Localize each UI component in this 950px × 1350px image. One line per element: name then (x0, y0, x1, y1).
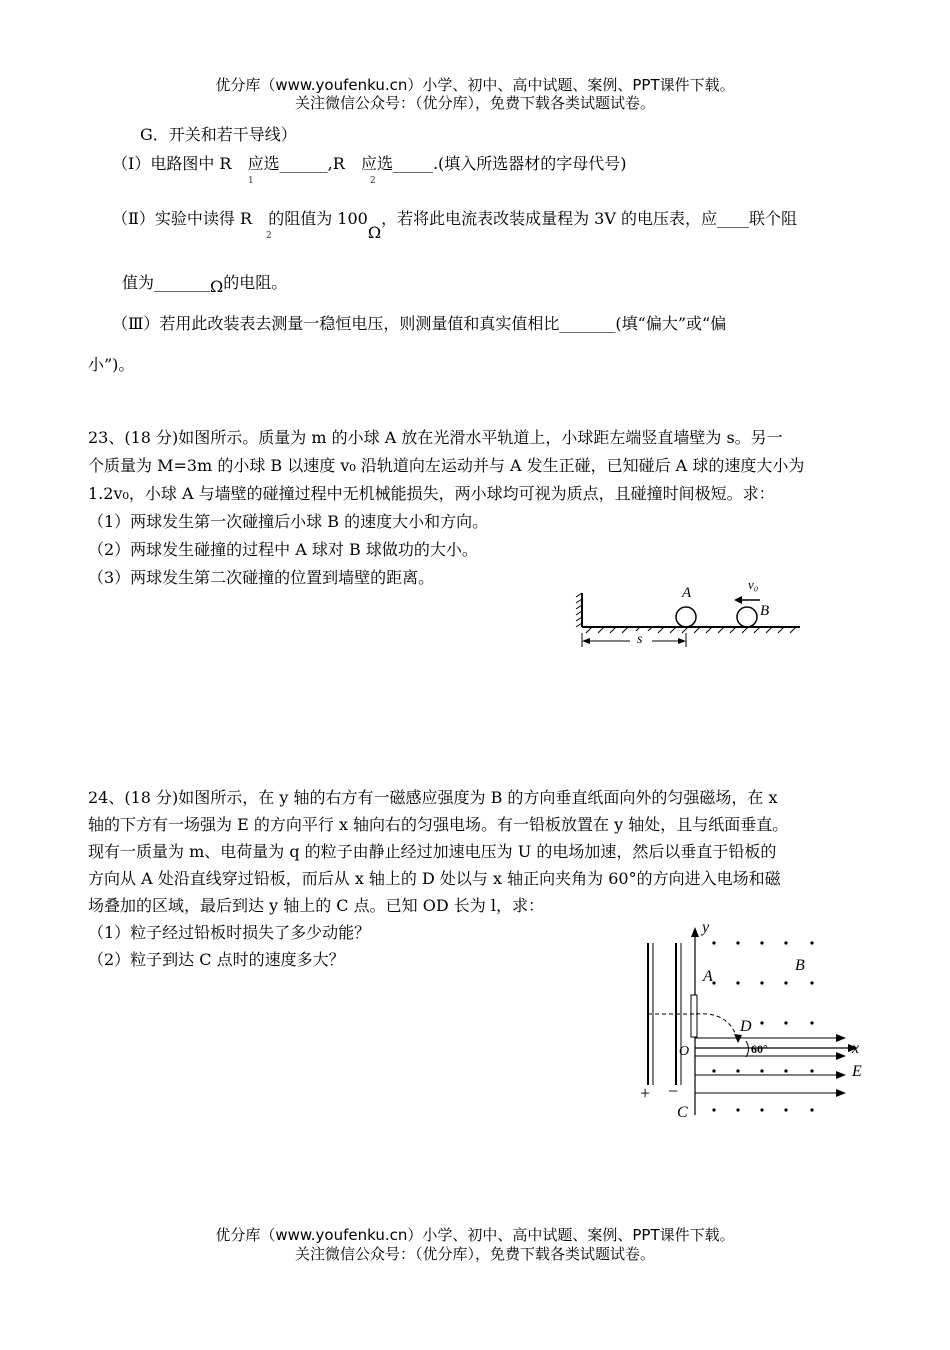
q22-sub-3: 2 (266, 231, 272, 241)
q23-question-2: （2）两球发生碰撞的过程中 A 球对 B 球做功的大小。 (88, 540, 478, 559)
q22-part-1-c: 应选_____.(填入所选器材的字母代号) (355, 154, 627, 173)
q24-text-2: 轴的下方有一场强为 E 的方向平行 x 轴向右的匀强电场。有一铅板放置在 y 轴处，且与纸面垂直。 (88, 815, 789, 834)
q22-sub-1: 1 (248, 176, 254, 186)
footer-line-1: 优分库（www.youfenku.cn）小学、初中、高中试题、案例、PPT课件下载。 (215, 1226, 735, 1244)
label-angle: 60° (751, 1042, 768, 1056)
label-minus: − (668, 1081, 679, 1101)
q22-part-2 (112, 206, 798, 242)
label-d: D (740, 1018, 752, 1035)
q24-text-4: 方向从 A 处沿直线穿过铅板，而后从 x 轴上的 D 处以与 x 轴正向夹角为 60°的方向进入电场和磁 (88, 869, 781, 888)
particle-path-arc (696, 1014, 738, 1041)
label-o: O (679, 1044, 690, 1059)
label-s: s (637, 632, 643, 647)
wall (576, 593, 582, 627)
q23-figure (570, 575, 810, 655)
velocity-arrow (734, 596, 760, 604)
q22-part-2-e: 的电阻。 (223, 273, 288, 292)
label-b: B (760, 603, 770, 619)
angle-arc (746, 1041, 749, 1057)
header-line-2: 关注微信公众号：（优分库），免费下载各类试题试卷。 (294, 94, 655, 112)
q23-text-2: 个质量为 M=3m 的小球 B 以速度 v₀ 沿轨道向左运动并与 A 发生正碰，已知碰后 A 球的速度大小为 (88, 456, 805, 475)
ball-b (737, 607, 757, 627)
q22-part-2-a: （Ⅱ）实验中读得 R (112, 209, 258, 228)
q22-sub-2: 2 (370, 176, 376, 186)
electric-field-lines (695, 1034, 846, 1097)
q24-question-1: （1）粒子经过铅板时损失了多少动能？ (88, 923, 371, 942)
q24-question-2: （2）粒子到达 C 点时的速度多大？ (88, 950, 345, 969)
q24-text-1: 24、(18 分)如图所示，在 y 轴的右方有一磁感应强度为 B 的方向垂直纸面向外的匀强磁场，在 x (88, 788, 778, 807)
q24-text-5: 场叠加的区域，最后到达 y 轴上的 C 点。已知 OD 长为 l，求： (88, 896, 544, 915)
x-axis (695, 1044, 858, 1052)
q23-text-1: 23、(18 分)如图所示。质量为 m 的小球 A 放在光滑水平轨道上，小球距左端竖直墙壁为 s。另一 (88, 428, 783, 447)
q24-text-3: 现有一质量为 m、电荷量为 q 的粒子由静止经过加速电压为 U 的电场加速，然后以垂直于铅板的 (88, 842, 777, 861)
q22-item-g: G．开关和若干导线） (140, 125, 297, 144)
q23-question-1: （1）两球发生第一次碰撞后小球 B 的速度大小和方向。 (88, 512, 489, 531)
q22-part-1-b: 应选______,R (242, 154, 350, 173)
q23-question-3: （3）两球发生第二次碰撞的位置到墙壁的距离。 (88, 568, 435, 587)
q22-part-3: （Ⅲ）若用此改装表去测量一稳恒电压，则测量值和真实值相比_______(填“偏大”或“偏 (112, 314, 727, 333)
label-a: A (682, 585, 692, 601)
q22-part-2-c: ，若将此电流表改装成量程为 3V 的电压表，应____联个阻 (381, 209, 798, 228)
q23-text-3: 1.2v₀，小球 A 与墙壁的碰撞过程中无机械能损失，两小球均可视为质点，且碰撞时间极短。求： (88, 484, 775, 503)
ball-a (676, 607, 696, 627)
label-e: E (852, 1063, 862, 1080)
label-a: A (703, 968, 713, 985)
q22-omega-1: Ω (367, 223, 382, 242)
label-y: y (702, 919, 710, 936)
track (582, 627, 800, 633)
footer-line-2: 关注微信公众号：（优分库），免费下载各类试题试卷。 (294, 1245, 655, 1263)
q24-figure (630, 915, 880, 1125)
label-v0: v₀ (748, 577, 759, 592)
q22-part-2-d: 值为_______ (122, 273, 211, 292)
label-b: B (795, 957, 805, 974)
label-plus: + (640, 1083, 651, 1103)
q22-part-3-cont: 小”)。 (88, 355, 135, 374)
header-line-1: 优分库（www.youfenku.cn）小学、初中、高中试题、案例、PPT课件下载。 (215, 76, 735, 94)
label-x: x (852, 1040, 860, 1057)
label-c: C (677, 1104, 688, 1121)
q22-part-1 (112, 151, 627, 174)
lead-plate (691, 995, 697, 1037)
q22-part-2-b: 的阻值为 100 (263, 209, 368, 228)
q22-omega-2: Ω (210, 277, 224, 296)
q22-part-1-a: （Ⅰ）电路图中 R (112, 154, 237, 173)
q22-part-2-cont (122, 270, 288, 296)
